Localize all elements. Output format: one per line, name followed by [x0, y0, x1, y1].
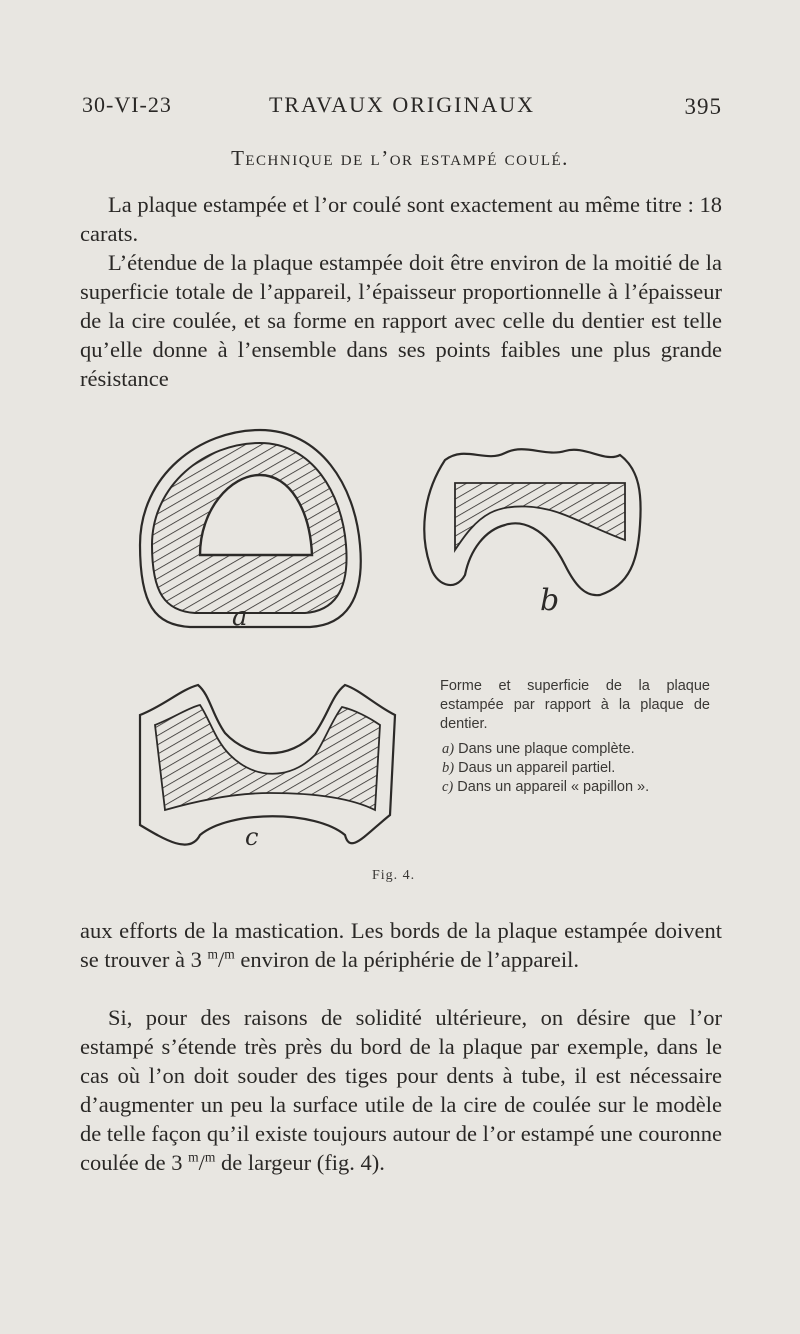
p4-text-after: de largeur (fig. 4). — [215, 1150, 385, 1175]
page-number: 395 — [684, 94, 722, 119]
unit-mm-slash-2: / — [198, 1150, 205, 1175]
figure-4-illustration — [120, 415, 740, 895]
figure-number: Fig. 4. — [372, 868, 416, 883]
label-a: a — [232, 602, 248, 632]
caption-item-c-text: Dans un appareil « papillon ». — [457, 779, 650, 795]
header-date: 30-VI-23 — [82, 92, 172, 117]
unit-mm-top-2: m — [188, 1149, 199, 1165]
label-c: c — [245, 823, 259, 851]
unit-mm-bottom: m — [224, 946, 235, 962]
paragraph-3 — [80, 916, 722, 974]
unit-mm-bottom-2: m — [204, 1149, 216, 1165]
caption-lead: Forme et superficie de la plaque estampée par rapport à la plaque de dentier. — [440, 678, 710, 732]
drawing-b-partial-appliance — [424, 449, 640, 618]
drawing-c-butterfly-appliance — [140, 685, 395, 851]
caption-item-b — [440, 759, 710, 778]
p4-text-before: Si, pour des raisons de solidité ultérieure, on désire que l’or estampé s’étende très près du bord de la plaque par exemple, dans le cas où l’on doit souder des tiges pour dents à tube, il est nécessaire d’augmenter un peu la surface utile de la cire de coulée sur le modèle de telle façon qu’il existe toujours autour de l’or estampé une couronne coulée de 3 — [80, 1005, 722, 1175]
drawing-a-complete-plate — [140, 430, 361, 632]
label-b: b — [540, 583, 560, 618]
section-title: Technique de l’or estampé coulé. — [231, 146, 569, 170]
paragraph-2: L’étendue de la plaque estampée doit être environ de la moitié de la superficie totale de l’appareil, l’épaisseur proportionnelle à l’épaisseur de la cire coulée, et sa forme en rapport avec celle du dentier est telle qu’elle donne à l’ensemble dans ses points faibles une plus grande résistance — [80, 250, 722, 391]
running-header — [82, 92, 722, 124]
caption-item-a-text: Dans une plaque complète. — [458, 741, 635, 757]
unit-mm-slash: / — [217, 947, 225, 972]
figure-caption — [440, 677, 710, 797]
caption-item-a — [440, 740, 710, 759]
paragraph-1: La plaque estampée et l’or coulé sont exactement au même titre : 18 carats. — [80, 192, 722, 246]
caption-item-b-key: b) — [442, 760, 455, 776]
p3-text-before: aux efforts de la mastication. Les bords de la plaque estampée doivent se trouver à 3 — [80, 918, 722, 972]
caption-item-b-text: Daus un appareil partiel. — [458, 760, 616, 776]
caption-item-c — [440, 778, 710, 797]
unit-mm-top: m — [207, 946, 218, 962]
p3-text-after: environ de la périphérie de l’appareil. — [234, 947, 579, 972]
paragraph-4 — [80, 1003, 722, 1177]
header-title: TRAVAUX ORIGINAUX — [268, 92, 536, 117]
caption-item-c-key: c) — [442, 779, 454, 795]
caption-item-a-key: a) — [442, 741, 455, 757]
